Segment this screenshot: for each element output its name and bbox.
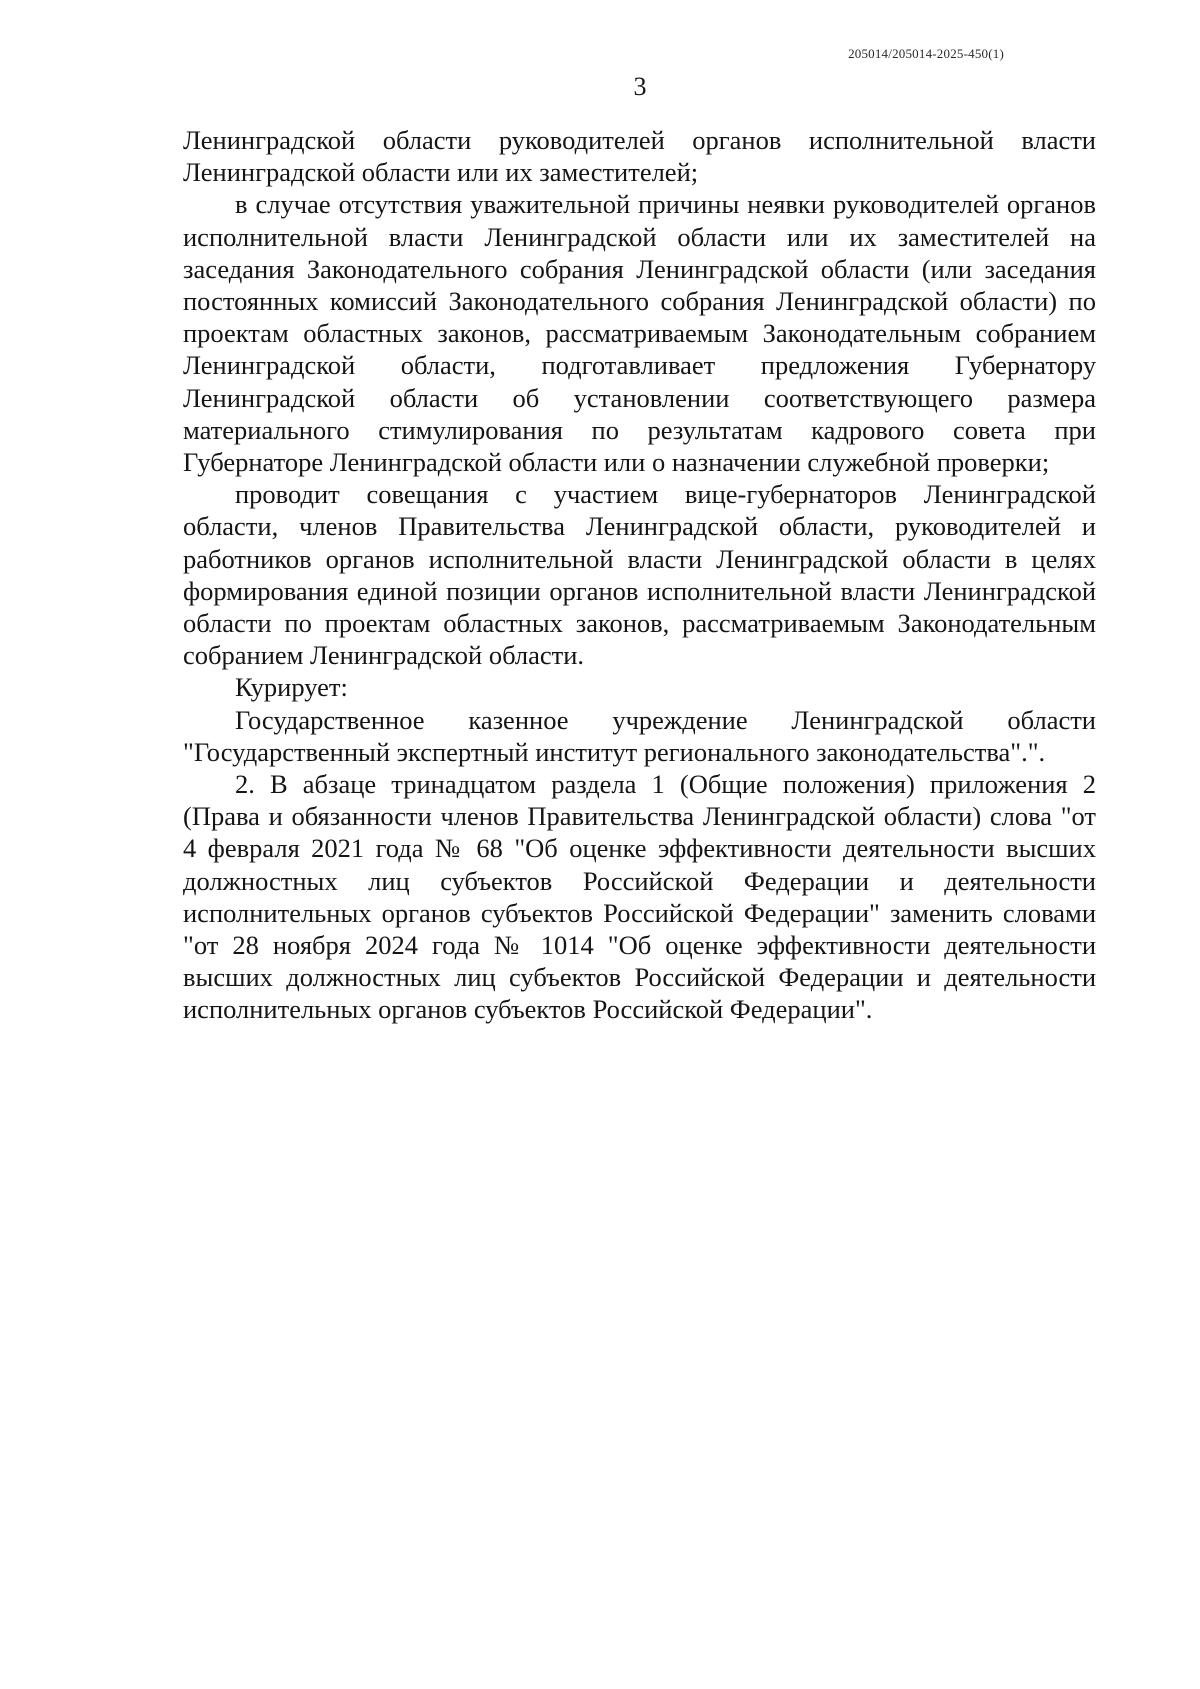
document-body xyxy=(183,124,1096,1026)
curates-label: Курирует: xyxy=(235,672,348,703)
paragraph: в случае отсутствия уважительной причины неявки руководителей органов исполнительной власти Ленинградской области или их заместителей на заседания Законодательного собрания Ленинградской области (или заседания постоянных комиссий Законодательного собрания Ленинградской области) по проектам областных законов, рассматриваемым Законодательным собранием Ленинградской области, подготавливает предложения Губернатору Ленинградской области об установлении соответствующего размера материального стимулирования по результатам кадрового совета при Губернаторе Ленинградской области или о назначении служебной проверки; xyxy=(183,189,1096,478)
paragraph: проводит совещания с участием вице-губернаторов Ленинградской области, членов Правительства Ленинградской области, руководителей и работников органов исполнительной власти Ленинградской области в целях формирования единой позиции органов исполнительной власти Ленинградской области по проектам областных законов, рассматриваемым Законодательным собранием Ленинградской области. xyxy=(183,479,1096,671)
institution-name: Государственное казенное учреждение Ленинградской области "Государственный экспертный институт регионального законодательства".". xyxy=(183,704,1096,767)
paragraph: Ленинградской области руководителей органов исполнительной власти Ленинградской области или их заместителей; xyxy=(183,125,1096,188)
document-id: 205014/205014-2025-450(1) xyxy=(848,46,1004,61)
page-number: 3 xyxy=(633,72,647,101)
paragraph: 2. В абзаце тринадцатом раздела 1 (Общие положения) приложения 2 (Права и обязанности членов Правительства Ленинградской области) слова "от 4 февраля 2021 года № 68 "Об оценке эффективности деятельности высших должностных лиц субъектов Российской Федерации и деятельности исполнительных органов субъектов Российской Федерации" заменить словами "от 28 ноября 2024 года № 1014 "Об оценке эффективности деятельности высших должностных лиц субъектов Российской Федерации и деятельности исполнительных органов субъектов Российской Федерации". xyxy=(183,769,1096,1025)
